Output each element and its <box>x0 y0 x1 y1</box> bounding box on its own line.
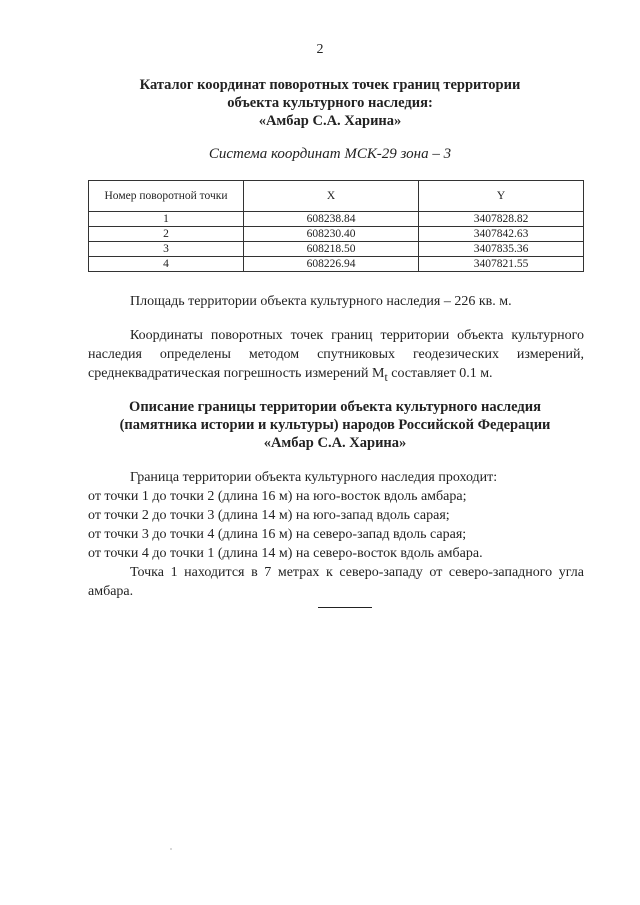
point-number-cell: 3 <box>89 242 244 257</box>
catalog-title <box>80 76 580 130</box>
point-number-cell: 1 <box>89 212 244 227</box>
header-x: X <box>244 181 419 212</box>
catalog-title-line-1: Каталог координат поворотных точек границ территории <box>139 77 521 93</box>
header-y: Y <box>419 181 584 212</box>
page-number: 2 <box>316 42 324 57</box>
end-divider <box>318 607 372 608</box>
coordinate-system: Система координат МСК-29 зона – 3 <box>208 146 452 162</box>
table-row <box>89 257 584 272</box>
accuracy-text-end: составляет 0.1 м. <box>387 366 493 381</box>
boundary-intro: Граница территории объекта культурного наследия проходит: <box>130 470 498 485</box>
x-cell: 608230.40 <box>244 227 419 242</box>
accuracy-text: Координаты поворотных точек границ территории объекта культурного наследия определены методом спутниковых геодезических измерений, среднеквадратическая погрешность измерений M <box>88 328 584 381</box>
table-row <box>89 227 584 242</box>
boundary-description <box>88 468 584 601</box>
y-cell: 3407835.36 <box>419 242 584 257</box>
x-cell: 608218.50 <box>244 242 419 257</box>
accuracy-subscript: t <box>384 370 388 384</box>
boundary-note: Точка 1 находится в 7 метрах к северо-западу от северо-западного угла амбара. <box>88 565 584 599</box>
scan-speck <box>170 848 172 850</box>
boundary-line: от точки 2 до точки 3 (длина 14 м) на юго-запад вдоль сарая; <box>88 508 450 523</box>
point-number-cell: 4 <box>89 257 244 272</box>
catalog-title-line-2: объекта культурного наследия: <box>227 95 433 111</box>
boundary-line: от точки 3 до точки 4 (длина 16 м) на северо-запад вдоль сарая; <box>88 527 467 542</box>
y-cell: 3407821.55 <box>419 257 584 272</box>
table-header-row <box>89 181 584 212</box>
boundary-line: от точки 4 до точки 1 (длина 14 м) на северо-восток вдоль амбара. <box>88 546 483 561</box>
y-cell: 3407828.82 <box>419 212 584 227</box>
x-cell: 608238.84 <box>244 212 419 227</box>
table-row <box>89 212 584 227</box>
header-point-number: Номер поворотной точки <box>89 181 244 212</box>
y-cell: 3407842.63 <box>419 227 584 242</box>
boundary-line: от точки 1 до точки 2 (длина 16 м) на юго-восток вдоль амбара; <box>88 489 467 504</box>
coordinates-table <box>88 180 584 272</box>
point-number-cell: 2 <box>89 227 244 242</box>
area-paragraph: Площадь территории объекта культурного наследия – 226 кв. м. <box>130 294 512 309</box>
section-title-line-1: Описание границы территории объекта культурного наследия <box>129 399 541 415</box>
table-row <box>89 242 584 257</box>
boundary-section-title <box>80 398 590 452</box>
catalog-title-line-3: «Амбар С.А. Харина» <box>258 113 402 129</box>
section-title-line-3: «Амбар С.А. Харина» <box>263 435 407 451</box>
section-title-line-2: (памятника истории и культуры) народов Российской Федерации <box>119 417 551 433</box>
x-cell: 608226.94 <box>244 257 419 272</box>
accuracy-paragraph <box>88 326 584 387</box>
